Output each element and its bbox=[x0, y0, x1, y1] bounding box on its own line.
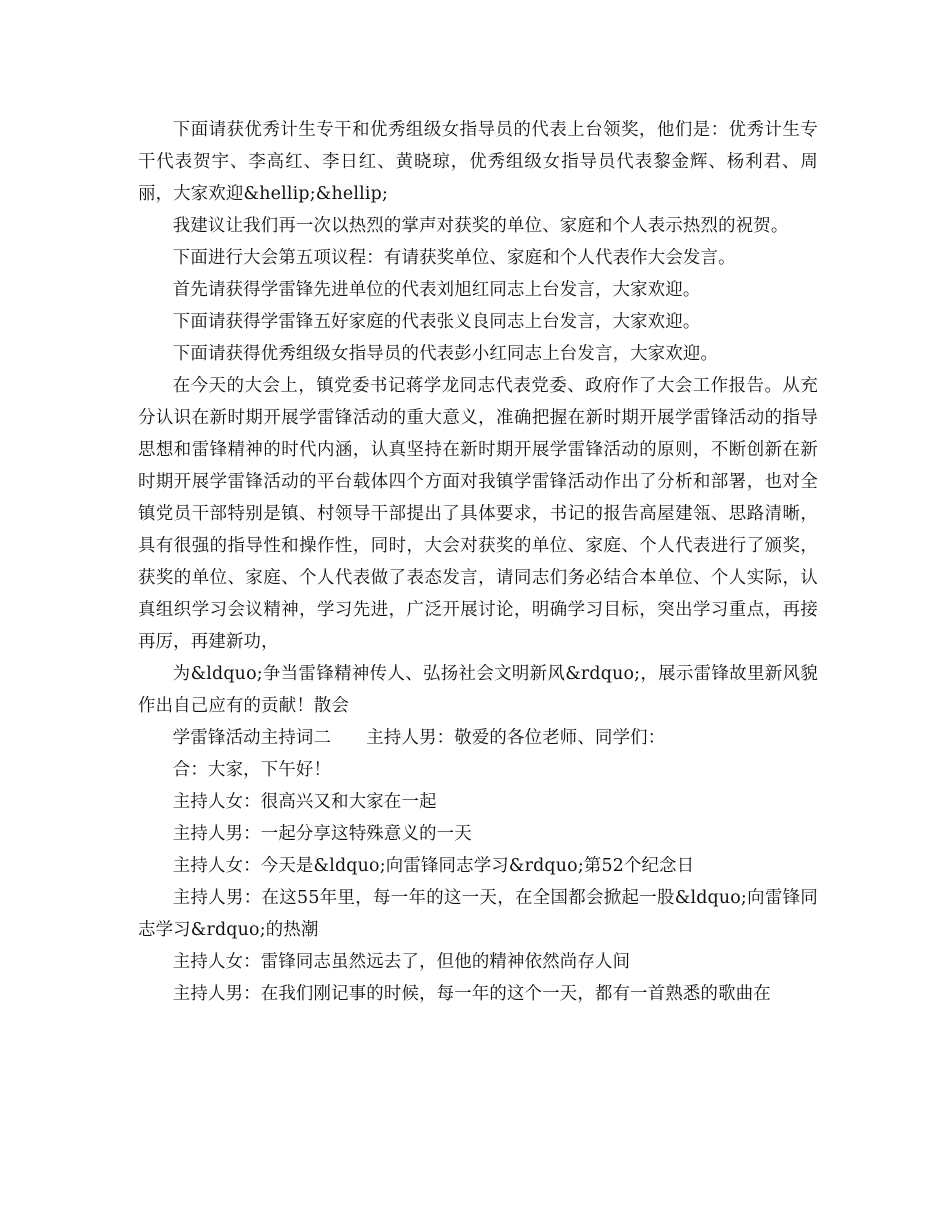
paragraph-closing: 为&ldquo;争当雷锋精神传人、弘扬社会文明新风&rdquo;，展示雷锋故里新风貌作出自己应有的贡献！散会 bbox=[138, 664, 818, 716]
paragraph-dialogue-2: 主持人女：很高兴又和大家在一起 bbox=[172, 792, 437, 812]
paragraph-applause-proposal: 我建议让我们再一次以热烈的掌声对获奖的单位、家庭和个人表示热烈的祝贺。 bbox=[172, 216, 789, 236]
paragraph-meeting-summary: 在今天的大会上，镇党委书记蒋学龙同志代表党委、政府作了大会工作报告。从充分认识在新时期开展学雷锋活动的重大意义，准确把握在新时期开展学雷锋活动的指导思想和雷锋精神的时代内涵，认真坚持在新时期开展学雷锋活动的原则，不断创新在新时期开展学雷锋活动的平台载体四个方面对我镇学雷锋活动作出了分析和部署，也对全镇党员干部特别是镇、村领导干部提出了具体要求，书记的报告高屋建瓴、思路清晰，具有很强的指导性和操作性，同时，大会对获奖的单位、家庭、个人代表进行了颁奖，获奖的单位、家庭、个人代表做了表态发言，请同志们务必结合本单位、个人实际，认真组织学习会议精神，学习先进，广泛开展讨论，明确学习目标，突出学习重点，再接再厉，再建新功， bbox=[138, 376, 818, 652]
paragraph-first-speaker: 首先请获得学雷锋先进单位的代表刘旭红同志上台发言，大家欢迎。 bbox=[172, 280, 701, 300]
paragraph-dialogue-7: 主持人男：在我们刚记事的时候，每一年的这个一天，都有一首熟悉的歌曲在 bbox=[172, 984, 771, 1004]
paragraph-dialogue-4: 主持人女：今天是&ldquo;向雷锋同志学习&rdquo;第52个纪念日 bbox=[172, 856, 695, 876]
paragraph-second-speaker: 下面请获得学雷锋五好家庭的代表张义良同志上台发言，大家欢迎。 bbox=[172, 312, 701, 332]
paragraph-dialogue-6: 主持人女：雷锋同志虽然远去了，但他的精神依然尚存人间 bbox=[172, 952, 631, 972]
document-body bbox=[138, 114, 818, 1010]
paragraph-dialogue-3: 主持人男：一起分享这特殊意义的一天 bbox=[172, 824, 472, 844]
paragraph-dialogue-1: 合：大家，下午好！ bbox=[172, 760, 332, 780]
paragraph-third-speaker: 下面请获得优秀组级女指导员的代表彭小红同志上台发言，大家欢迎。 bbox=[172, 344, 719, 364]
paragraph-award-announcement: 下面请获优秀计生专干和优秀组级女指导员的代表上台领奖，他们是：优秀计生专干代表贺宇、李高红、李日红、黄晓琼，优秀组级女指导员代表黎金辉、杨利君、周丽，大家欢迎&hellip;&hellip; bbox=[138, 120, 818, 204]
paragraph-script-two-title: 学雷锋活动主持词二 主持人男：敬爱的各位老师、同学们： bbox=[172, 728, 666, 748]
paragraph-agenda-item-five: 下面进行大会第五项议程：有请获奖单位、家庭和个人代表作大会发言。 bbox=[172, 248, 736, 268]
paragraph-dialogue-5: 主持人男：在这55年里，每一年的这一天，在全国都会掀起一股&ldquo;向雷锋同志学习&rdquo;的热潮 bbox=[138, 888, 818, 940]
